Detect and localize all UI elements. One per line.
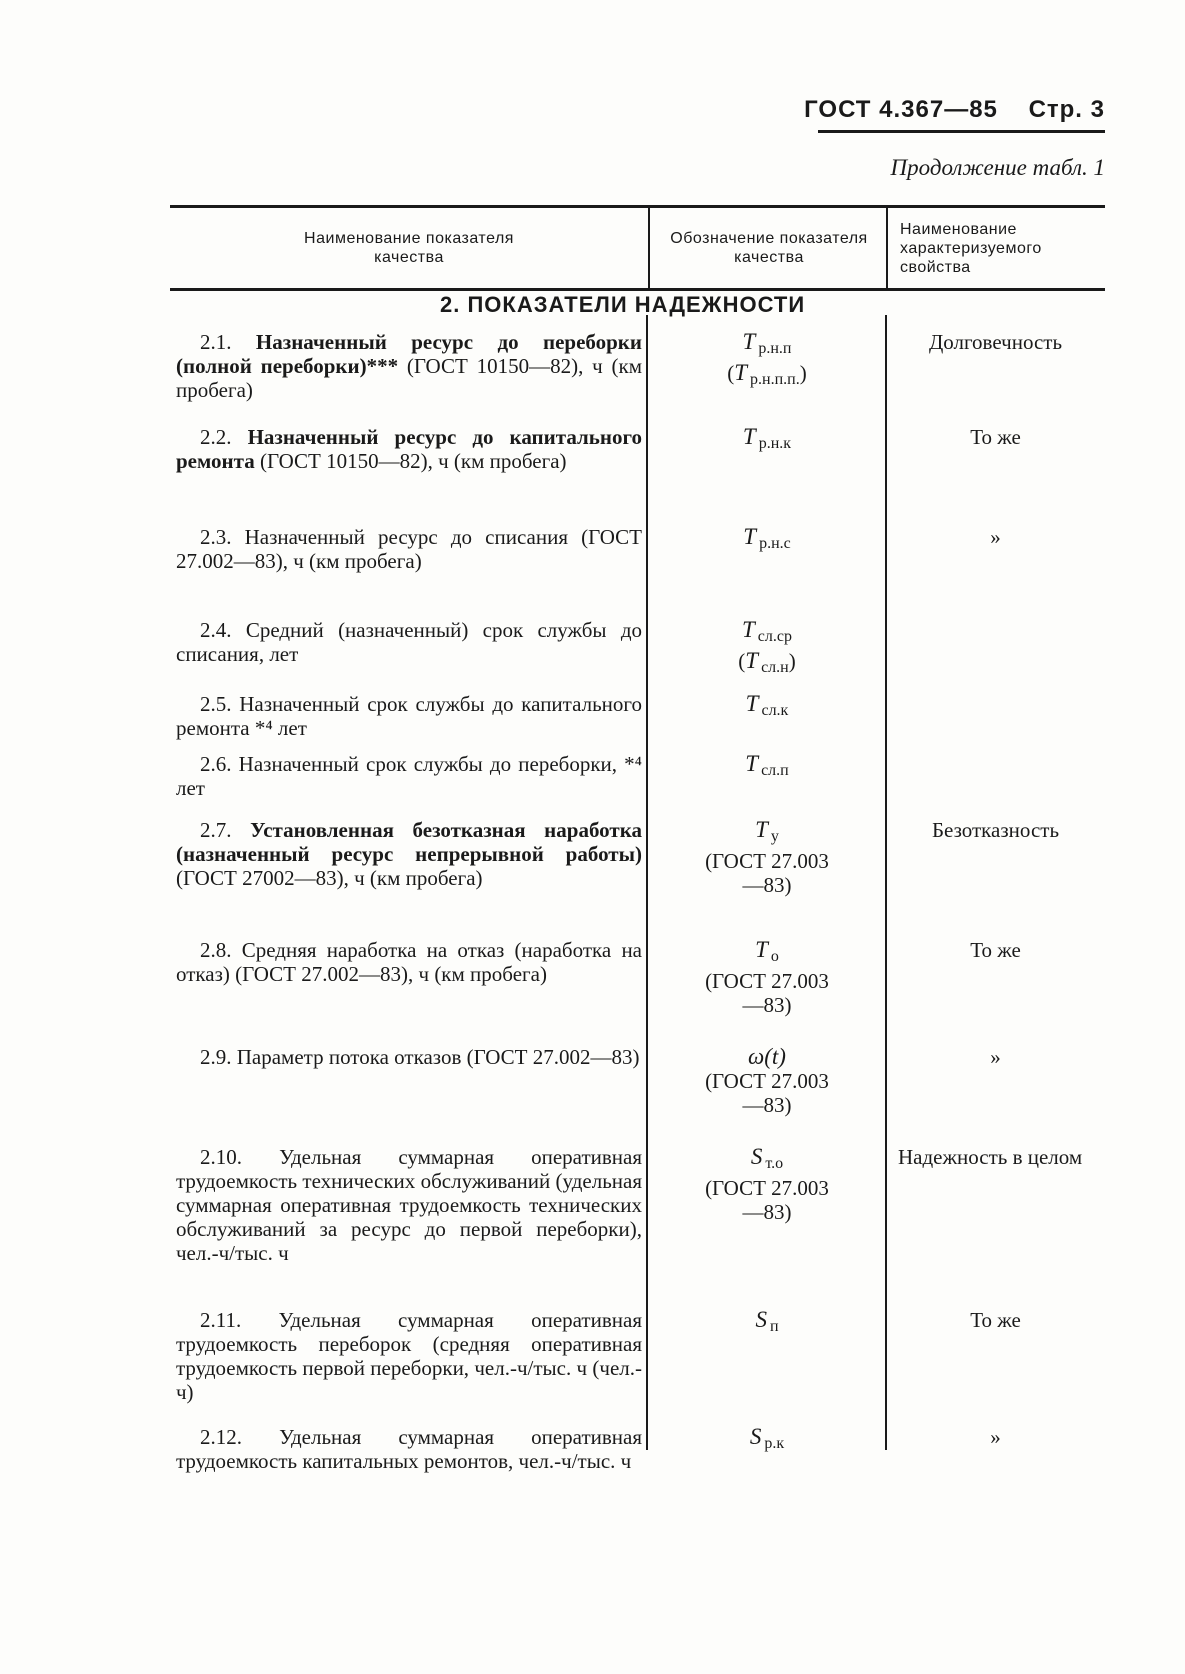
column-header-name: Наименование показателя качества (304, 230, 514, 266)
indicator-name (176, 1425, 642, 1473)
indicator-name-text: (ГОСТ 10150—82), ч (км пробега) (176, 354, 642, 402)
characterized-property: » (990, 1425, 1001, 1449)
indicator-symbol (648, 818, 886, 897)
item-number: 2.3. (200, 525, 245, 549)
indicator-name-text: Средняя наработка на отказ (наработка на отказ) (ГОСТ 27.002—83), ч (км пробега) (176, 938, 642, 986)
indicator-symbol (648, 1308, 886, 1339)
item-number: 2.1. (200, 330, 256, 354)
indicator-name (176, 425, 642, 473)
indicator-name-text: Средний (назначенный) срок службы до списания, лет (176, 618, 642, 666)
indicator-name-text: Параметр потока отказов (ГОСТ 27.002—83) (236, 1045, 640, 1069)
symbol-main: ω(t) (748, 1044, 786, 1069)
symbol-main: T $_у$ (755, 817, 779, 845)
characterized-property: Долговечность (928, 330, 1063, 354)
symbol-main: T $_{сл.к}$ (745, 691, 789, 719)
item-number: 2.9. (200, 1045, 237, 1069)
indicator-name (176, 1308, 642, 1404)
indicator-name-text: Удельная суммарная оперативная трудоемкость технических обслуживаний (удельная суммарная оперативная трудоемкость технических обслуживаний за ресурс до первой переборки), чел.-ч/тыс. ч (176, 1145, 642, 1265)
indicator-name (176, 1145, 642, 1265)
indicator-symbol (648, 938, 886, 1017)
characterized-property: То же (970, 425, 1021, 449)
symbol-main: S $_п$ (755, 1307, 779, 1335)
characterized-property: Безотказность (931, 818, 1060, 842)
symbol-main: T $_{сл.п}$ (745, 751, 789, 779)
symbol-reference: (ГОСТ 27.003—83) (705, 969, 829, 1017)
item-number: 2.10. (200, 1145, 280, 1169)
item-number: 2.11. (200, 1308, 279, 1332)
item-number: 2.4. (200, 618, 246, 642)
symbol-alt: (T $_{сл.н}$) (738, 648, 796, 676)
indicator-name (176, 618, 642, 666)
item-number: 2.2. (200, 425, 248, 449)
symbol-main: T $_о$ (755, 937, 779, 965)
item-number: 2.12. (200, 1425, 280, 1449)
indicator-symbol (648, 525, 886, 556)
indicator-name (176, 330, 642, 402)
indicator-name (176, 752, 642, 800)
symbol-reference: (ГОСТ 27.003—83) (705, 849, 829, 897)
indicator-name-text: (ГОСТ 10150—82), ч (км пробега) (254, 449, 567, 473)
characterized-property: » (990, 525, 1001, 549)
indicator-symbol (648, 1145, 886, 1224)
symbol-main: S $_{т.о}$ (750, 1144, 784, 1172)
indicator-name-bold: Установленная безотказная наработка (назначенный ресурс непрерывной работы) (176, 818, 643, 866)
indicator-name (176, 818, 642, 890)
indicator-name-text: Назначенный ресурс до списания (ГОСТ 27.002—83), ч (км пробега) (176, 525, 642, 573)
characterized-property: Надежность в целом (898, 1145, 1083, 1169)
characterized-property: То же (970, 938, 1021, 962)
indicator-symbol (648, 425, 886, 456)
item-number: 2.7. (200, 818, 251, 842)
indicator-name-text: Удельная суммарная оперативная трудоемкость капитальных ремонтов, чел.-ч/тыс. ч (176, 1425, 642, 1473)
column-header-symbol: Обозначение показателя качества (648, 208, 888, 288)
symbol-main: S $_{р.к}$ (749, 1424, 785, 1452)
indicator-symbol (648, 1045, 886, 1117)
symbol-main: T $_{р.н.с}$ (743, 524, 791, 552)
indicator-symbol (648, 1425, 886, 1456)
symbol-main: T $_{р.н.к}$ (742, 424, 792, 452)
table-header (170, 205, 1105, 291)
page-header (804, 96, 1105, 124)
indicator-name (176, 692, 642, 740)
section-title: 2. ПОКАЗАТЕЛИ НАДЕЖНОСТИ (440, 292, 806, 317)
document-code: ГОСТ 4.367—85 (804, 96, 998, 123)
characterized-property: То же (970, 1308, 1021, 1332)
indicator-symbol (648, 330, 886, 392)
indicator-name-bold: Назначенный ресурс до капитального ремонта (176, 425, 643, 473)
column-header-property: Наименование характеризуемого свойства (886, 208, 1105, 288)
item-number: 2.6. (200, 752, 239, 776)
indicator-name-text: Назначенный срок службы до капитального ремонта *⁴ лет (176, 692, 642, 740)
indicator-name-text: Назначенный срок службы до переборки, *⁴ лет (176, 752, 643, 800)
symbol-reference: (ГОСТ 27.003—83) (705, 1176, 829, 1224)
indicator-symbol (648, 618, 886, 680)
indicator-name-text: Удельная суммарная оперативная трудоемкость переборок (средняя оперативная трудоемкость первой переборки, чел.-ч/тыс. ч (чел.-ч) (176, 1308, 642, 1404)
indicator-name-bold: Назначенный ресурс до переборки (полной переборки)*** (176, 330, 643, 378)
indicator-symbol (648, 692, 886, 723)
indicator-name-text: (ГОСТ 27002—83), ч (км пробега) (176, 866, 483, 890)
indicator-name (176, 938, 642, 986)
item-number: 2.5. (200, 692, 240, 716)
item-number: 2.8. (200, 938, 242, 962)
table-continuation-label: Продолжение табл. 1 (890, 155, 1105, 180)
symbol-reference: (ГОСТ 27.003—83) (705, 1069, 829, 1117)
header-rule (818, 130, 1105, 133)
characterized-property: » (990, 1045, 1001, 1069)
symbol-main: T $_{р.н.п}$ (742, 329, 792, 357)
symbol-alt: (T $_{р.н.п.п.}$) (727, 360, 807, 388)
symbol-main: T $_{сл.ср}$ (742, 617, 792, 645)
page-number: Стр. 3 (1028, 96, 1105, 123)
indicator-symbol (648, 752, 886, 783)
indicator-name (176, 525, 642, 573)
indicator-name (176, 1045, 642, 1069)
